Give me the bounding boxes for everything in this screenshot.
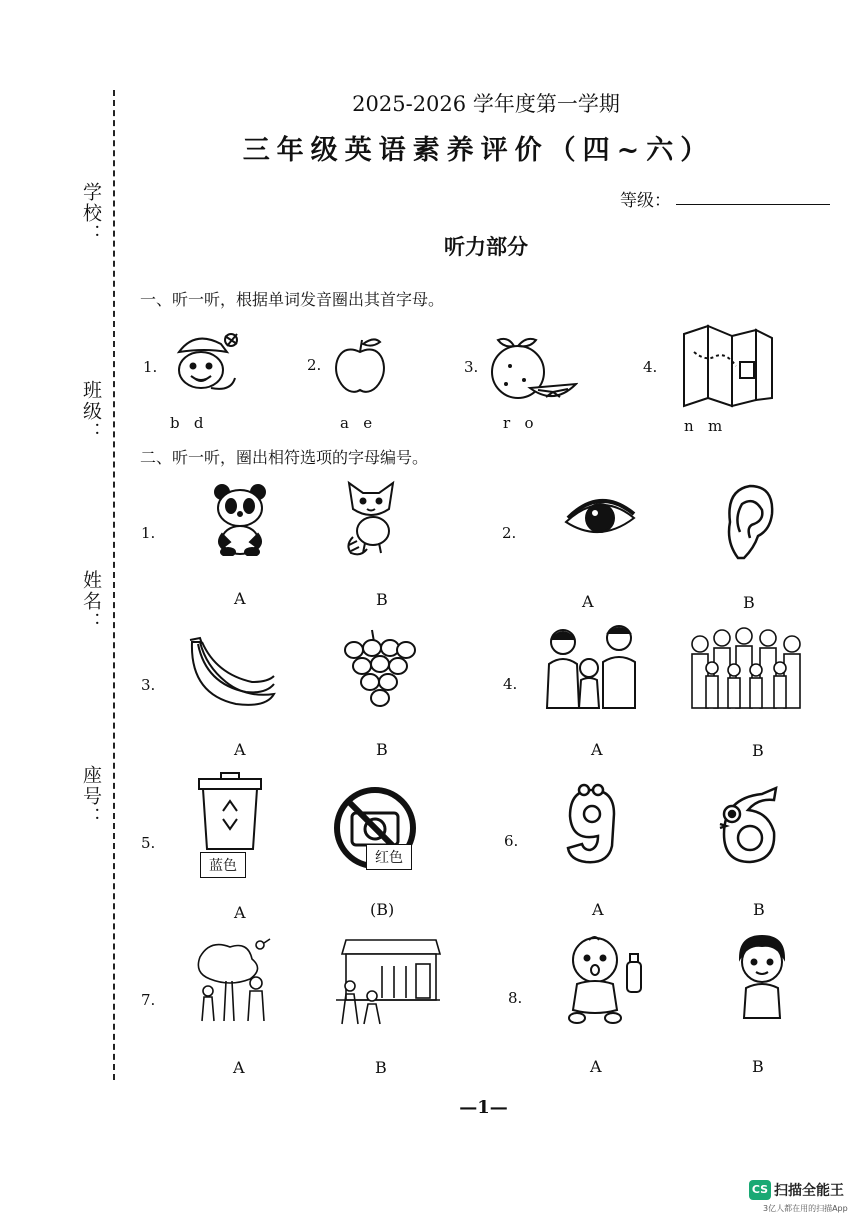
panda-icon xyxy=(212,484,268,556)
banana-icon xyxy=(186,634,278,710)
grade-label: 等级： xyxy=(620,191,671,211)
baby-icon xyxy=(565,934,647,1024)
duck-hat-icon xyxy=(165,322,245,402)
p2-q3-number: 3. xyxy=(141,676,156,694)
p2-q1-option-b[interactable]: B xyxy=(376,590,388,609)
big-family-icon xyxy=(686,624,808,712)
p2-q4-number: 4. xyxy=(503,675,518,693)
p2-q6-number: 6. xyxy=(504,832,519,850)
p1-q2-letters[interactable]: a e xyxy=(340,414,373,432)
exam-title: 三年级英语素养评价（四~六） xyxy=(242,135,715,166)
blue-color-tag: 蓝色 xyxy=(200,852,246,878)
school-field-label: 学校： xyxy=(80,182,102,245)
p2-q4-option-b[interactable]: B xyxy=(752,741,764,760)
p1-q1-letters[interactable]: b d xyxy=(170,414,204,432)
p2-q6-option-a[interactable]: A xyxy=(592,900,604,919)
p2-q7-option-b[interactable]: B xyxy=(375,1058,387,1077)
number-nine-icon xyxy=(562,782,622,866)
p2-q5-option-a[interactable]: A xyxy=(234,903,246,922)
p2-q6-option-b[interactable]: B xyxy=(753,900,765,919)
watermark-name: 扫描全能王 xyxy=(774,1183,844,1199)
p1-q2-number: 2. xyxy=(307,356,322,374)
red-color-tag: 红色 xyxy=(366,844,412,870)
p2-q7-number: 7. xyxy=(141,991,156,1009)
class-field-label: 班级： xyxy=(80,380,102,443)
shop-family-icon xyxy=(332,936,446,1026)
map-icon xyxy=(676,322,776,408)
p2-q8-option-b[interactable]: B xyxy=(752,1057,764,1076)
p2-q8-option-a[interactable]: A xyxy=(590,1057,602,1076)
p2-q2-number: 2. xyxy=(502,524,517,542)
recycle-bin-icon xyxy=(197,771,263,851)
grapes-icon xyxy=(342,628,418,716)
name-field-label: 姓名： xyxy=(80,570,102,633)
orange-icon xyxy=(486,336,578,402)
ear-icon xyxy=(724,482,776,562)
p1-q3-letters[interactable]: r o xyxy=(503,414,534,432)
p1-q4-letters[interactable]: n m xyxy=(684,417,723,435)
p2-q5-option-b[interactable]: (B) xyxy=(370,900,395,919)
boy-icon xyxy=(736,934,788,1024)
part2-instruction: 二、听一听，圈出相符选项的字母编号。 xyxy=(140,448,429,467)
p1-q1-number: 1. xyxy=(143,358,158,376)
small-family-icon xyxy=(543,624,641,710)
grade-blank[interactable] xyxy=(676,204,830,205)
p2-q2-option-b[interactable]: B xyxy=(743,593,755,612)
page-number: —1— xyxy=(459,1097,508,1118)
term-title: 2025-2026 学年度第一学期 xyxy=(352,92,620,116)
watermark-subtitle: 3亿人都在用的扫描App xyxy=(763,1204,848,1213)
section-heading: 听力部分 xyxy=(444,234,528,259)
p2-q2-option-a[interactable]: A xyxy=(582,592,594,611)
p2-q1-option-a[interactable]: A xyxy=(234,589,246,608)
p1-q4-number: 4. xyxy=(643,358,658,376)
number-six-icon xyxy=(718,784,782,866)
p2-q7-option-a[interactable]: A xyxy=(233,1058,245,1077)
eye-icon xyxy=(564,498,636,542)
p2-q1-number: 1. xyxy=(141,524,156,542)
p2-q5-number: 5. xyxy=(141,834,156,852)
camscanner-logo-icon: CS xyxy=(749,1180,771,1200)
p1-q3-number: 3. xyxy=(464,358,479,376)
p2-q3-option-b[interactable]: B xyxy=(376,740,388,759)
seat-field-label: 座号： xyxy=(80,765,102,828)
part1-instruction: 一、听一听，根据单词发音圈出其首字母。 xyxy=(140,290,445,309)
park-family-icon xyxy=(190,937,274,1025)
p2-q3-option-a[interactable]: A xyxy=(234,740,246,759)
p2-q4-option-a[interactable]: A xyxy=(591,740,603,759)
p2-q8-number: 8. xyxy=(508,989,523,1007)
apple-icon xyxy=(330,336,390,398)
red-panda-icon xyxy=(343,479,399,557)
